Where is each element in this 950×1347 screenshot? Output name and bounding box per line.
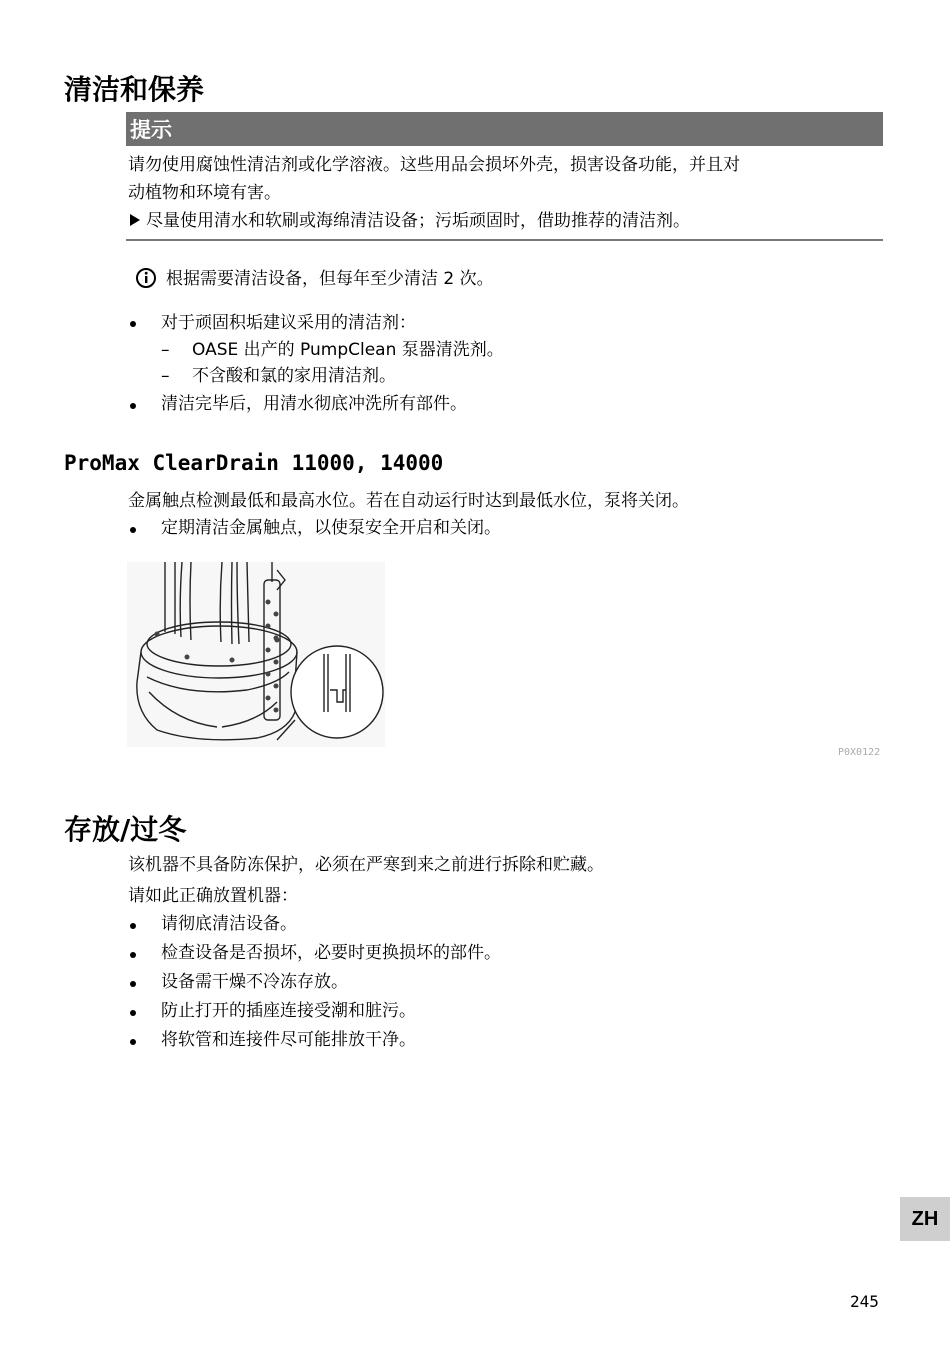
dash-icon: –: [161, 340, 170, 360]
info-text: 根据需要清洁设备，但每年至少清洁 2 次。: [166, 269, 494, 289]
storage-text-line1: 该机器不具备防冻保护，必须在严寒到来之前进行拆除和贮藏。: [128, 855, 604, 875]
page-number: 245: [850, 1292, 879, 1311]
storage-item: 防止打开的插座连接受潮和脏污。: [161, 1001, 416, 1021]
bullet-icon: [130, 1010, 136, 1016]
bullet-icon: [130, 321, 136, 327]
action-arrow-icon: [130, 214, 140, 226]
model-bullet: 定期清洁金属触点，以使泵安全开启和关闭。: [161, 518, 501, 538]
storage-item: 将软管和连接件尽可能排放干净。: [161, 1030, 416, 1050]
notice-action: 尽量使用清水和软刷或海绵清洁设备；污垢顽固时，借助推荐的清洁剂。: [146, 211, 690, 231]
language-tab: ZH: [900, 1197, 950, 1241]
bullet-icon: [130, 1039, 136, 1045]
bullet-icon: [130, 403, 136, 409]
cleaning-dash-item-1: OASE 出产的 PumpClean 泵器清洗剂。: [192, 340, 504, 360]
section-heading-storage: 存放/过冬: [64, 813, 187, 846]
storage-text-line2: 请如此正确放置机器：: [128, 886, 298, 906]
section-heading-cleaning: 清洁和保养: [64, 73, 205, 106]
bullet-icon: [130, 923, 136, 929]
model-heading: ProMax ClearDrain 11000, 14000: [64, 451, 444, 475]
info-icon: [135, 267, 157, 289]
storage-item: 请彻底清洁设备。: [161, 914, 297, 934]
notice-text-line2: 动植物和环境有害。: [128, 183, 281, 203]
bullet-icon: [130, 952, 136, 958]
model-text: 金属触点检测最低和最高水位。若在自动运行时达到最低水位，泵将关闭。: [128, 491, 689, 511]
pump-contact-illustration: [127, 562, 385, 747]
cleaning-bullet-2: 清洁完毕后，用清水彻底冲洗所有部件。: [161, 394, 467, 414]
notice-title: 提示: [126, 112, 883, 146]
cleaning-dash-item-2: 不含酸和氯的家用清洁剂。: [192, 366, 396, 386]
figure-code: P0X0122: [838, 747, 881, 758]
bullet-icon: [130, 981, 136, 987]
storage-item: 检查设备是否损坏，必要时更换损坏的部件。: [161, 943, 501, 963]
cleaning-bullet-1: 对于顽固积垢建议采用的清洁剂：: [161, 313, 416, 333]
storage-item: 设备需干燥不冷冻存放。: [161, 972, 348, 992]
notice-text-line1: 请勿使用腐蚀性清洁剂或化学溶液。这些用品会损坏外壳，损害设备功能，并且对: [128, 155, 740, 175]
dash-icon: –: [161, 366, 170, 386]
bullet-icon: [130, 527, 136, 533]
notice-divider: [126, 239, 883, 241]
